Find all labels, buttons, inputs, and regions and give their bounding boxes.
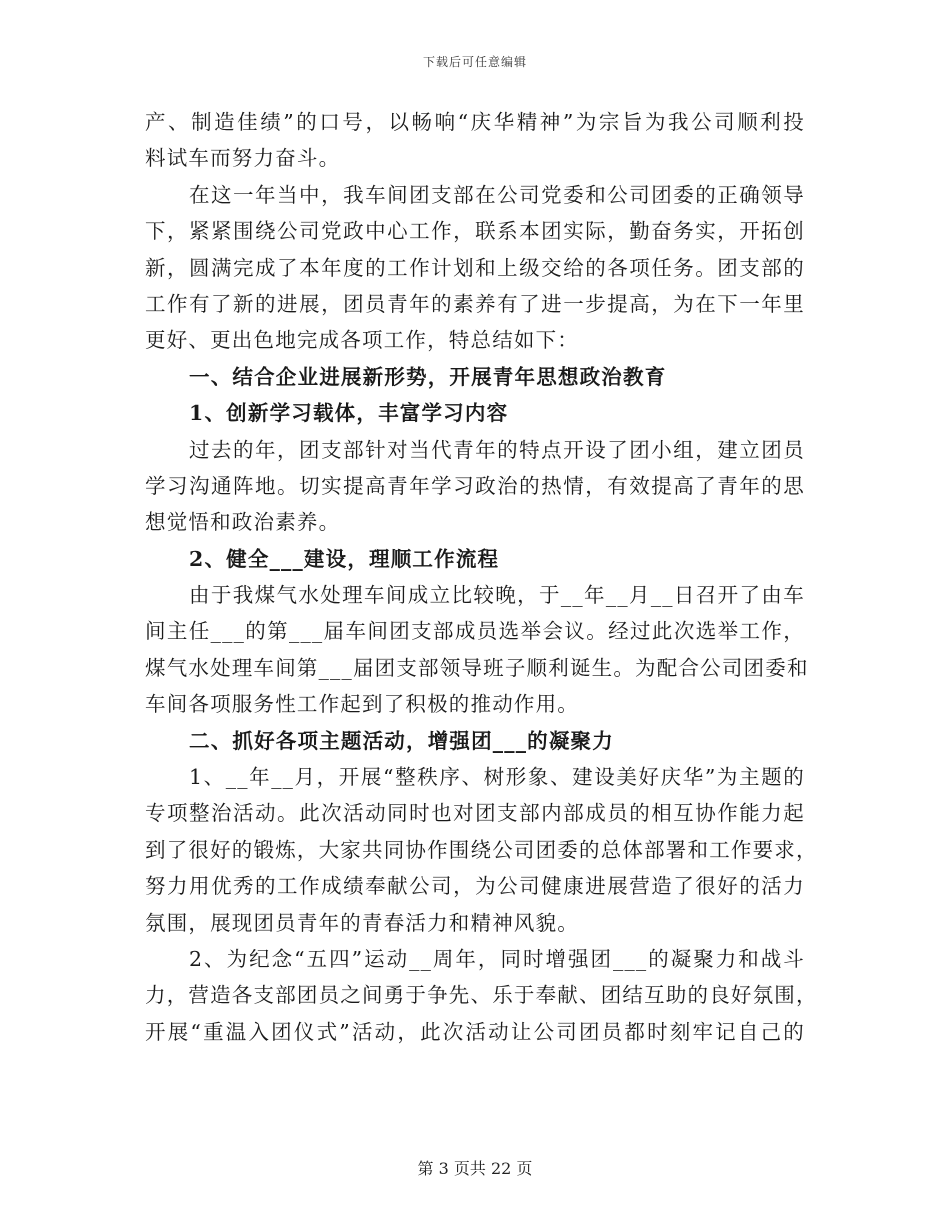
paragraph-line: 氛围，展现团员青年的青春活力和精神风貌。 bbox=[145, 910, 579, 935]
section-heading: 1、创新学习载体，丰富学习内容 bbox=[189, 401, 509, 426]
paragraph-line: 过去的年，团支部针对当代青年的特点开设了团小组，建立团员 bbox=[189, 437, 805, 462]
paragraph-line: 开展“重温入团仪式”活动，此次活动让公司团员都时刻牢记自己的 bbox=[145, 1019, 805, 1044]
page-number: 第 3 页共 22 页 bbox=[417, 1159, 533, 1178]
page-header: 下载后可任意编辑 bbox=[422, 55, 527, 69]
paragraph-line: 力，营造各支部团员之间勇于争先、乐于奉献、团结互助的良好氛围， bbox=[145, 983, 818, 1008]
paragraph-line: 更好、更出色地完成各项工作，特总结如下： bbox=[145, 328, 579, 353]
paragraph-line: 努力用优秀的工作成绩奉献公司，为公司健康进展营造了很好的活力 bbox=[145, 874, 805, 899]
paragraph-line: 想觉悟和政治素养。 bbox=[145, 510, 341, 535]
paragraph-line: 料试车而努力奋斗。 bbox=[145, 146, 341, 171]
paragraph-line: 在这一年当中，我车间团支部在公司党委和公司团委的正确领导 bbox=[189, 182, 805, 207]
paragraph-line: 下，紧紧围绕公司党政中心工作，联系本团实际，勤奋务实，开拓创 bbox=[145, 219, 805, 244]
section-heading: 一、结合企业进展新形势，开展青年思想政治教育 bbox=[189, 364, 667, 389]
paragraph-line: 车间各项服务性工作起到了积极的推动作用。 bbox=[145, 692, 579, 717]
section-heading: 2、健全___建设，理顺工作流程 bbox=[189, 546, 500, 571]
paragraph-line: 煤气水处理车间第___届团支部领导班子顺利诞生。为配合公司团委和 bbox=[145, 655, 809, 680]
paragraph-line: 2、为纪念“五四”运动__周年，同时增强团___的凝聚力和战斗 bbox=[189, 946, 805, 971]
paragraph-line: 产、制造佳绩”的口号，以畅响“庆华精神”为宗旨为我公司顺利投 bbox=[145, 110, 805, 134]
paragraph-line: 到了很好的锻炼，大家共同协作围绕公司团委的总体部署和工作要求， bbox=[145, 837, 818, 862]
paragraph-line: 学习沟通阵地。切实提高青年学习政治的热情，有效提高了青年的思 bbox=[145, 473, 805, 498]
paragraph-line: 1、__年__月，开展“整秩序、树形象、建设美好庆华”为主题的 bbox=[189, 765, 805, 790]
paragraph-line: 工作有了新的进展，团员青年的素养有了进一步提高，为在下一年里 bbox=[145, 291, 805, 316]
section-heading: 二、抓好各项主题活动，增强团___的凝聚力 bbox=[189, 728, 614, 753]
paragraph-line: 专项整治活动。此次活动同时也对团支部内部成员的相互协作能力起 bbox=[145, 801, 805, 826]
paragraph-line: 新，圆满完成了本年度的工作计划和上级交给的各项任务。团支部的 bbox=[145, 255, 805, 280]
paragraph-line: 间主任___的第___届车间团支部成员选举会议。经过此次选举工作， bbox=[145, 619, 805, 644]
paragraph-line: 由于我煤气水处理车间成立比较晚，于__年__月__日召开了由车 bbox=[189, 583, 805, 608]
document-body bbox=[145, 104, 818, 1050]
